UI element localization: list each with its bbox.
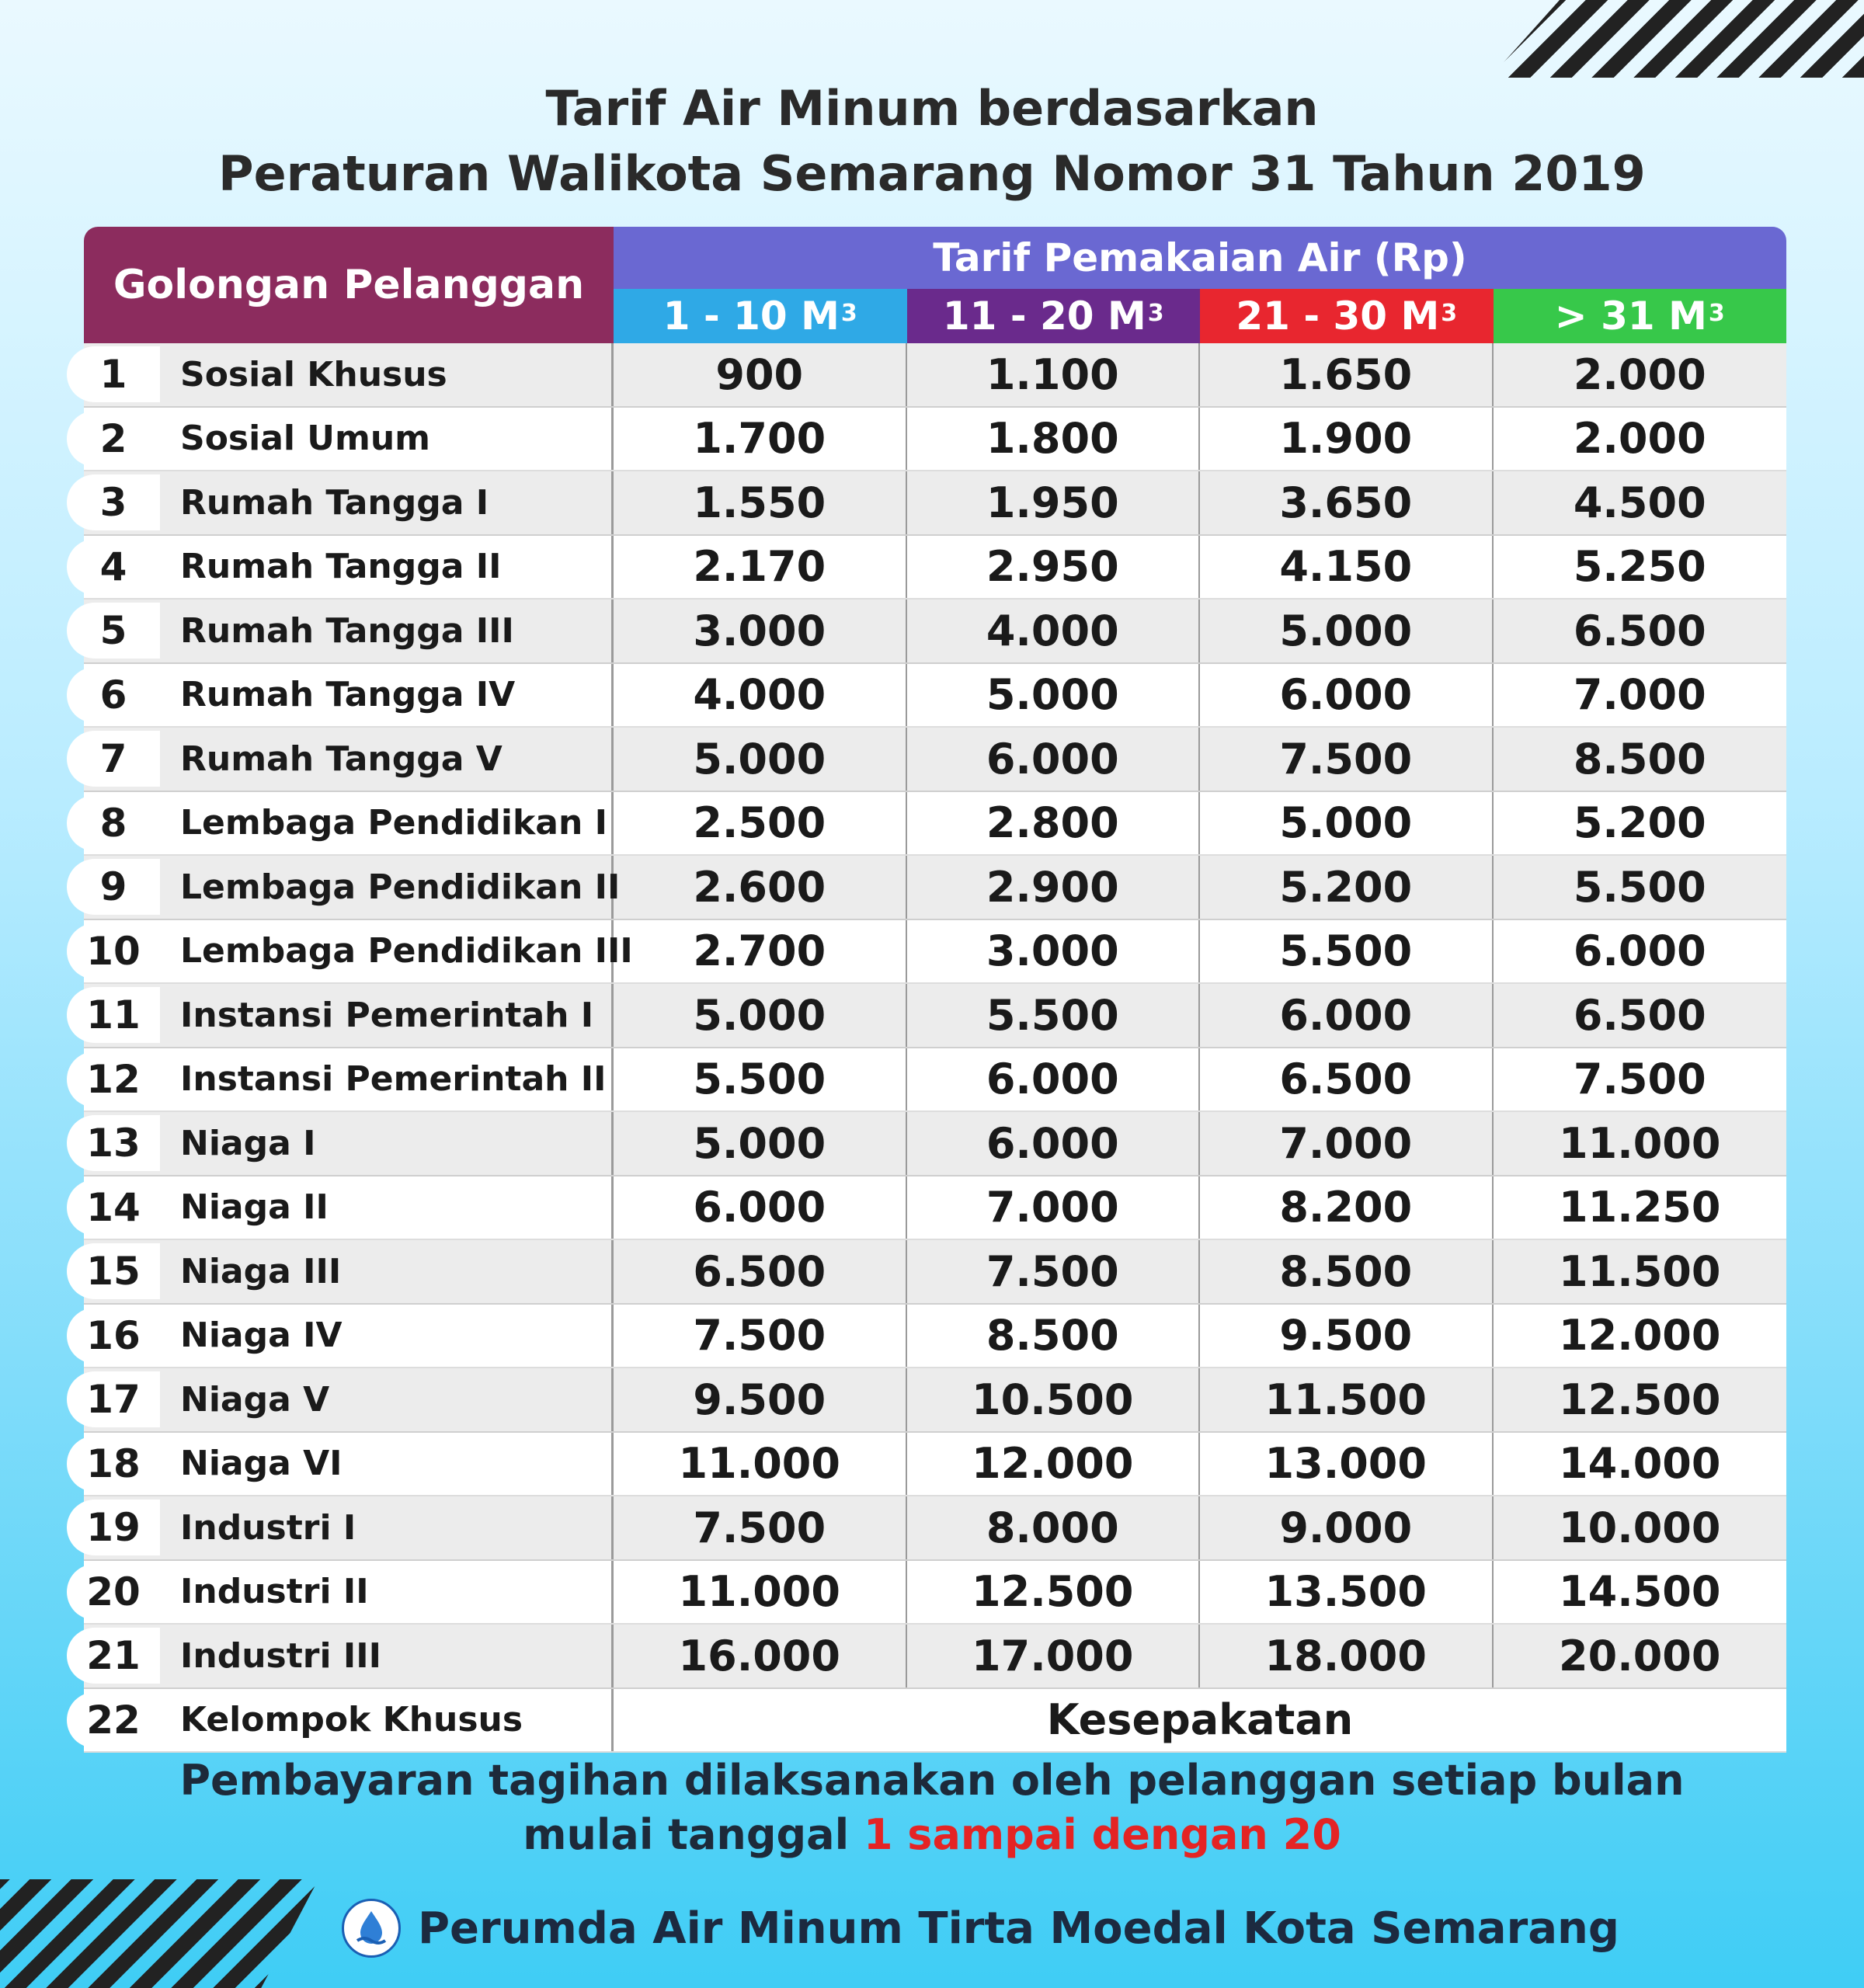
row-customer-class: Industri I bbox=[180, 1507, 356, 1548]
tariff-value: 18.000 bbox=[1200, 1625, 1494, 1687]
tariff-value: 5.200 bbox=[1200, 856, 1494, 919]
row-number: 7 bbox=[67, 731, 160, 787]
row-number: 12 bbox=[67, 1051, 160, 1107]
header-range-1 bbox=[614, 289, 907, 343]
tariff-value: 13.000 bbox=[1200, 1433, 1494, 1496]
tariff-value: 1.950 bbox=[907, 471, 1201, 534]
tariff-value: 8.500 bbox=[1200, 1240, 1494, 1303]
row-name-cell bbox=[84, 1176, 614, 1239]
tariff-value: 12.500 bbox=[907, 1561, 1201, 1624]
table-row bbox=[84, 1689, 1786, 1753]
header-range-label: 11 - 20 M bbox=[942, 294, 1146, 339]
tariff-value: 2.950 bbox=[907, 536, 1201, 599]
tariff-value: 6.000 bbox=[907, 1048, 1201, 1111]
row-customer-class: Niaga VI bbox=[180, 1444, 343, 1484]
table-row bbox=[84, 1240, 1786, 1305]
tariff-agreement: Kesepakatan bbox=[1046, 1695, 1354, 1745]
header-range-sup: 3 bbox=[1708, 299, 1725, 327]
water-drop-logo-icon bbox=[342, 1899, 401, 1958]
row-name-cell bbox=[84, 408, 614, 471]
tariff-value: 1.550 bbox=[614, 471, 907, 534]
tariff-value: 11.500 bbox=[1559, 1246, 1721, 1296]
tariff-value: 1.800 bbox=[907, 408, 1201, 471]
note-line-2 bbox=[0, 1808, 1864, 1862]
row-name-cell bbox=[84, 471, 614, 534]
row-number: 4 bbox=[67, 539, 160, 595]
tariff-value: 6.000 bbox=[907, 1112, 1201, 1175]
tariff-value: 8.500 bbox=[1573, 734, 1706, 784]
row-customer-class: Instansi Pemerintah II bbox=[180, 1059, 607, 1100]
row-customer-class: Lembaga Pendidikan II bbox=[180, 867, 621, 907]
tariff-value: 8.500 bbox=[907, 1305, 1201, 1368]
header-tarif: Tarif Pemakaian Air (Rp) bbox=[614, 227, 1786, 289]
row-customer-class: Lembaga Pendidikan III bbox=[180, 931, 633, 971]
row-name-cell bbox=[84, 728, 614, 791]
header-range-2 bbox=[907, 289, 1201, 343]
tariff-value: 12.500 bbox=[1559, 1375, 1721, 1424]
tariff-value: 1.650 bbox=[1200, 343, 1494, 406]
row-name-cell bbox=[84, 1625, 614, 1687]
row-customer-class: Niaga I bbox=[180, 1123, 316, 1163]
tariff-value: 6.000 bbox=[1200, 984, 1494, 1047]
tariff-value: 2.000 bbox=[1573, 349, 1706, 399]
header-golongan: Golongan Pelanggan bbox=[84, 227, 614, 343]
row-number: 1 bbox=[67, 346, 160, 402]
tariff-value: 3.000 bbox=[614, 600, 907, 662]
title-line-1: Tarif Air Minum berdasarkan bbox=[545, 80, 1319, 137]
table-row bbox=[84, 1368, 1786, 1433]
tariff-value: 4.150 bbox=[1200, 536, 1494, 599]
tariff-value: 6.000 bbox=[614, 1176, 907, 1239]
table-row bbox=[84, 1305, 1786, 1369]
table-row bbox=[84, 1625, 1786, 1689]
table-row bbox=[84, 1048, 1786, 1113]
tariff-value: 14.000 bbox=[1559, 1439, 1721, 1489]
table-row bbox=[84, 600, 1786, 664]
row-number: 15 bbox=[67, 1243, 160, 1299]
tariff-value: 10.500 bbox=[907, 1368, 1201, 1431]
header-range-label: 1 - 10 M bbox=[662, 294, 840, 339]
tariff-value: 1.100 bbox=[907, 343, 1201, 406]
header-range-label: 21 - 30 M bbox=[1236, 294, 1440, 339]
table-row bbox=[84, 920, 1786, 985]
row-name-cell bbox=[84, 1496, 614, 1559]
page-title bbox=[0, 76, 1864, 207]
tariff-value: 9.000 bbox=[1200, 1496, 1494, 1559]
tariff-value: 2.170 bbox=[614, 536, 907, 599]
row-customer-class: Niaga III bbox=[180, 1251, 342, 1291]
tariff-value: 13.500 bbox=[1200, 1561, 1494, 1624]
tariff-value: 6.000 bbox=[907, 728, 1201, 791]
table-row bbox=[84, 1112, 1786, 1176]
table-header bbox=[84, 227, 1786, 343]
tariff-value: 2.800 bbox=[907, 792, 1201, 855]
footer-org-name: Perumda Air Minum Tirta Moedal Kota Semarang bbox=[418, 1903, 1619, 1954]
tariff-value: 7.500 bbox=[1200, 728, 1494, 791]
row-name-cell bbox=[84, 920, 633, 983]
payment-note bbox=[0, 1753, 1864, 1862]
tariff-value: 7.000 bbox=[1200, 1112, 1494, 1175]
row-number: 8 bbox=[67, 795, 160, 851]
row-number: 5 bbox=[67, 603, 160, 659]
row-customer-class: Niaga IV bbox=[180, 1315, 343, 1356]
row-name-cell bbox=[84, 1689, 614, 1752]
row-name-cell bbox=[84, 600, 614, 662]
table-row bbox=[84, 408, 1786, 472]
note-line-2-prefix: mulai tanggal bbox=[523, 1810, 864, 1859]
tariff-value: 5.200 bbox=[1573, 798, 1706, 848]
tariff-value: 11.000 bbox=[614, 1433, 907, 1496]
tariff-value: 3.650 bbox=[1200, 471, 1494, 534]
row-name-cell bbox=[84, 536, 614, 599]
tariff-value: 6.500 bbox=[1573, 606, 1706, 655]
tariff-value: 2.500 bbox=[614, 792, 907, 855]
tariff-value: 6.000 bbox=[1573, 926, 1706, 976]
tariff-value: 16.000 bbox=[614, 1625, 907, 1687]
tariff-value: 6.500 bbox=[1573, 990, 1706, 1040]
tariff-value: 3.000 bbox=[907, 920, 1201, 983]
tariff-value: 5.500 bbox=[1573, 862, 1706, 912]
tariff-value: 4.000 bbox=[614, 664, 907, 727]
row-name-cell bbox=[84, 343, 614, 406]
tariff-value: 6.500 bbox=[1200, 1048, 1494, 1111]
row-number: 16 bbox=[67, 1308, 160, 1364]
tariff-value: 11.500 bbox=[1200, 1368, 1494, 1431]
title-line-2: Peraturan Walikota Semarang Nomor 31 Tahun 2019 bbox=[218, 145, 1646, 202]
table-row bbox=[84, 664, 1786, 728]
row-name-cell bbox=[84, 1048, 614, 1111]
note-line-2-highlight: 1 sampai dengan 20 bbox=[863, 1810, 1341, 1859]
row-number: 9 bbox=[67, 859, 160, 915]
row-number: 13 bbox=[67, 1115, 160, 1171]
tariff-value: 12.000 bbox=[907, 1433, 1201, 1496]
footer bbox=[342, 1893, 1619, 1963]
table-row bbox=[84, 792, 1786, 857]
tariff-value: 4.500 bbox=[1573, 478, 1706, 527]
tariff-value: 8.000 bbox=[907, 1496, 1201, 1559]
table-row bbox=[84, 471, 1786, 536]
table-body bbox=[84, 343, 1786, 1753]
row-customer-class: Instansi Pemerintah I bbox=[180, 995, 594, 1035]
table-row bbox=[84, 536, 1786, 600]
note-line-1: Pembayaran tagihan dilaksanakan oleh pelanggan setiap bulan bbox=[179, 1756, 1685, 1805]
row-number: 19 bbox=[67, 1500, 160, 1555]
row-name-cell bbox=[84, 792, 614, 855]
tariff-value: 10.000 bbox=[1559, 1503, 1721, 1552]
tariff-value: 9.500 bbox=[1200, 1305, 1494, 1368]
header-range-sup: 3 bbox=[840, 299, 857, 327]
row-customer-class: Kelompok Khusus bbox=[180, 1700, 523, 1740]
row-customer-class: Sosial Khusus bbox=[180, 354, 447, 394]
row-number: 21 bbox=[67, 1628, 160, 1684]
header-range-sup: 3 bbox=[1147, 299, 1164, 327]
row-customer-class: Industri III bbox=[180, 1635, 381, 1676]
tariff-value: 2.600 bbox=[614, 856, 907, 919]
row-name-cell bbox=[84, 856, 621, 919]
row-customer-class: Rumah Tangga II bbox=[180, 547, 502, 587]
row-name-cell bbox=[84, 1240, 614, 1303]
tariff-value: 14.500 bbox=[1559, 1567, 1721, 1617]
table-row bbox=[84, 1433, 1786, 1497]
row-number: 20 bbox=[67, 1564, 160, 1620]
tariff-value: 17.000 bbox=[907, 1625, 1201, 1687]
tariff-value: 8.200 bbox=[1200, 1176, 1494, 1239]
tariff-value: 12.000 bbox=[1559, 1311, 1721, 1361]
row-customer-class: Rumah Tangga I bbox=[180, 482, 489, 523]
tariff-value: 11.000 bbox=[614, 1561, 907, 1624]
tariff-value: 1.900 bbox=[1200, 408, 1494, 471]
row-customer-class: Niaga V bbox=[180, 1379, 330, 1420]
table-row bbox=[84, 1561, 1786, 1625]
row-number: 6 bbox=[67, 667, 160, 723]
row-customer-class: Lembaga Pendidikan I bbox=[180, 803, 607, 843]
tariff-value: 5.000 bbox=[1200, 792, 1494, 855]
table-row bbox=[84, 343, 1786, 408]
row-name-cell bbox=[84, 1433, 614, 1496]
row-number: 22 bbox=[67, 1692, 160, 1748]
header-range-4 bbox=[1494, 289, 1787, 343]
header-range-sup: 3 bbox=[1441, 299, 1458, 327]
table-row bbox=[84, 728, 1786, 792]
tariff-value: 6.000 bbox=[1200, 664, 1494, 727]
tariff-value: 7.500 bbox=[907, 1240, 1201, 1303]
tariff-value: 5.000 bbox=[614, 1112, 907, 1175]
row-name-cell bbox=[84, 1561, 614, 1624]
tariff-value: 5.500 bbox=[1200, 920, 1494, 983]
table-row bbox=[84, 856, 1786, 920]
tariff-value: 900 bbox=[614, 343, 907, 406]
row-customer-class: Niaga II bbox=[180, 1187, 329, 1228]
row-customer-class: Rumah Tangga IV bbox=[180, 675, 516, 715]
header-range-label: > 31 M bbox=[1554, 294, 1707, 339]
tariff-value: 9.500 bbox=[614, 1368, 907, 1431]
row-customer-class: Rumah Tangga III bbox=[180, 610, 514, 651]
tariff-value: 5.000 bbox=[614, 984, 907, 1047]
row-customer-class: Industri II bbox=[180, 1572, 369, 1612]
row-number: 14 bbox=[67, 1180, 160, 1236]
tariff-value: 2.000 bbox=[1573, 414, 1706, 464]
row-customer-class: Rumah Tangga V bbox=[180, 739, 503, 779]
tariff-value: 2.900 bbox=[907, 856, 1201, 919]
row-number: 10 bbox=[67, 923, 160, 979]
tariff-value: 7.000 bbox=[907, 1176, 1201, 1239]
tariff-value: 11.000 bbox=[1559, 1118, 1721, 1168]
tariff-value: 20.000 bbox=[1559, 1631, 1721, 1680]
row-number: 18 bbox=[67, 1436, 160, 1492]
row-customer-class: Sosial Umum bbox=[180, 419, 431, 459]
row-name-cell bbox=[84, 984, 614, 1047]
tariff-value: 5.000 bbox=[614, 728, 907, 791]
tariff-value: 7.000 bbox=[1573, 670, 1706, 720]
decor-stripes-bottom-left bbox=[0, 1879, 318, 1988]
row-name-cell bbox=[84, 1368, 614, 1431]
tariff-value: 5.250 bbox=[1573, 542, 1706, 592]
row-number: 2 bbox=[67, 411, 160, 467]
tariff-value: 4.000 bbox=[907, 600, 1201, 662]
tariff-value: 5.500 bbox=[614, 1048, 907, 1111]
header-range-3 bbox=[1200, 289, 1494, 343]
tariff-value: 5.000 bbox=[907, 664, 1201, 727]
table-row bbox=[84, 1176, 1786, 1241]
table-row bbox=[84, 984, 1786, 1048]
row-name-cell bbox=[84, 1305, 614, 1368]
row-name-cell bbox=[84, 664, 614, 727]
tariff-value: 1.700 bbox=[614, 408, 907, 471]
tariff-table bbox=[84, 227, 1786, 1753]
tariff-value: 7.500 bbox=[1573, 1055, 1706, 1104]
row-number: 17 bbox=[67, 1371, 160, 1427]
decor-stripes-top-right bbox=[1429, 0, 1864, 78]
tariff-value: 7.500 bbox=[614, 1496, 907, 1559]
tariff-value: 6.500 bbox=[614, 1240, 907, 1303]
table-row bbox=[84, 1496, 1786, 1561]
tariff-value: 11.250 bbox=[1559, 1183, 1721, 1232]
tariff-value: 5.500 bbox=[907, 984, 1201, 1047]
row-name-cell bbox=[84, 1112, 614, 1175]
tariff-value: 7.500 bbox=[614, 1305, 907, 1368]
row-number: 11 bbox=[67, 987, 160, 1043]
row-number: 3 bbox=[67, 474, 160, 530]
tariff-value: 5.000 bbox=[1200, 600, 1494, 662]
tariff-value: 2.700 bbox=[614, 920, 907, 983]
